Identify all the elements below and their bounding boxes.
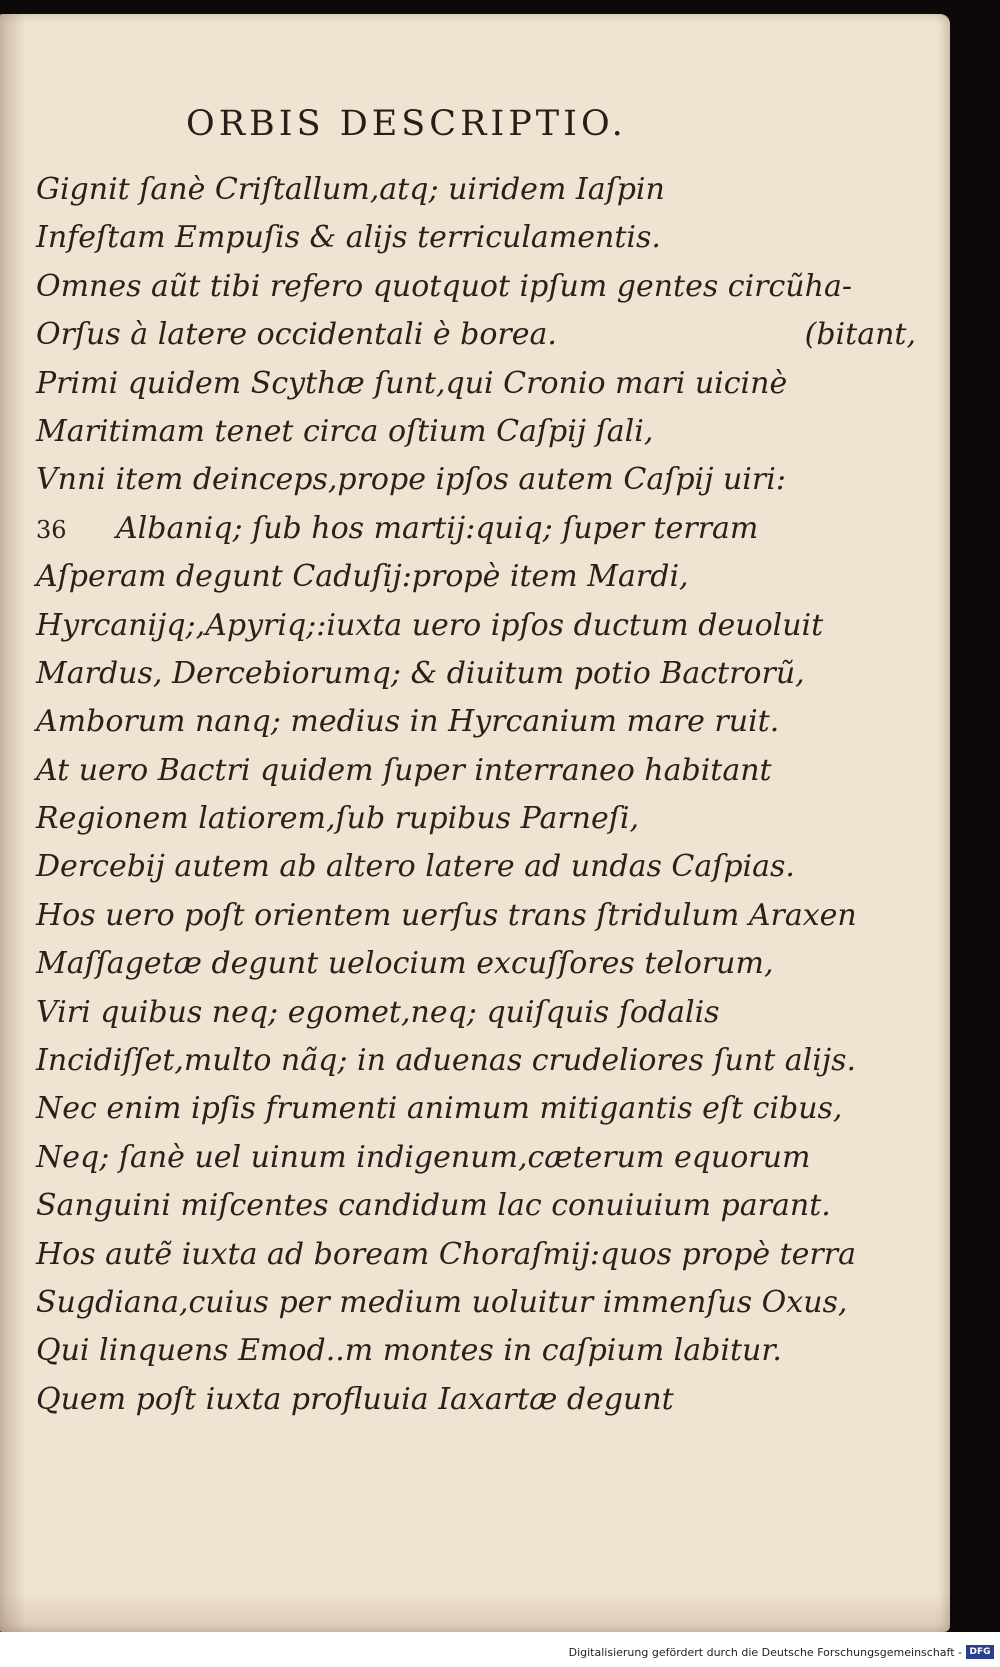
text-line: Sugdiana,cuius per medium uoluitur immenſus Oxus, [36,1284,848,1320]
line-text: Albaniq; ſub hos martij:quiq; ſuper terram [116,510,759,546]
dfg-logo: DFG [966,1645,994,1659]
text-line: Aſperam degunt Caduſij:propè item Mardi, [36,559,689,595]
text-line: Nec enim ipſis frumenti animum mitigantis eſt cibus, [36,1091,843,1127]
running-header: ORBIS DESCRIPTIO. [186,104,627,144]
text-block [36,166,916,1424]
text-line: Amborum nanq; medius in Hyrcanium mare ruit. [36,704,780,740]
text-line: Infeſtam Empuſis & alijs terriculamentis. [36,220,661,256]
text-line: Maritimam tenet circa oſtium Caſpij ſali, [36,413,654,449]
text-line: Qui linquens Emod..m montes in caſpium labitur. [36,1333,782,1369]
text-line: Dercebij autem ab altero latere ad undas Caſpias. [36,849,795,885]
book-page [0,14,950,1632]
text-line: Neq; ſanè uel uinum indigenum,cæterum equorum [36,1139,811,1175]
line-number: 36 [36,515,67,544]
text-line: Omnes aũt tibi refero quotquot ipſum gentes circũha- [36,268,852,304]
text-line: Gignit ſanè Criſtallum,atq; uiridem Iaſpin [36,172,665,207]
text-line: Mardus, Dercebiorumq; & diuitum potio Bactrorũ, [36,655,805,691]
text-line: Hyrcanijq;,Apyriq;:iuxta uero ipſos ductum deuoluit [36,607,824,643]
text-line: Incidiſſet,multo nãq; in aduenas crudeliores ſunt alijs. [36,1043,857,1079]
carryover-text: (bitant, [804,317,916,353]
text-line [36,505,916,553]
line-text: Orſus à latere occidentali è borea. [36,317,557,353]
text-line: Quem poſt iuxta profluuia Iaxartæ degunt [36,1381,674,1417]
text-line: Regionem latiorem,ſub rupibus Parneſi, [36,801,639,837]
text-line: Hos uero poſt orientem uerſus trans ſtridulum Araxen [36,897,857,933]
funding-credit: Digitalisierung gefördert durch die Deutsche Forschungsgemeinschaft - [568,1646,962,1659]
text-line: Viri quibus neq; egomet,neq; quiſquis ſodalis [36,994,720,1030]
text-line: Vnni item deinceps,prope ipſos autem Caſpij uiri: [36,462,786,498]
text-line: At uero Bactri quidem ſuper interraneo habitant [36,752,772,788]
text-line [36,311,916,359]
text-line: Hos autẽ iuxta ad boream Choraſmij:quos propè terra [36,1236,856,1272]
text-line: Maſſagetæ degunt uelocium excuſſores telorum, [36,946,774,982]
text-line: Sanguini miſcentes candidum lac conuiuium parant. [36,1188,831,1224]
text-line: Primi quidem Scythæ ſunt,qui Cronio mari uicinè [36,365,788,401]
